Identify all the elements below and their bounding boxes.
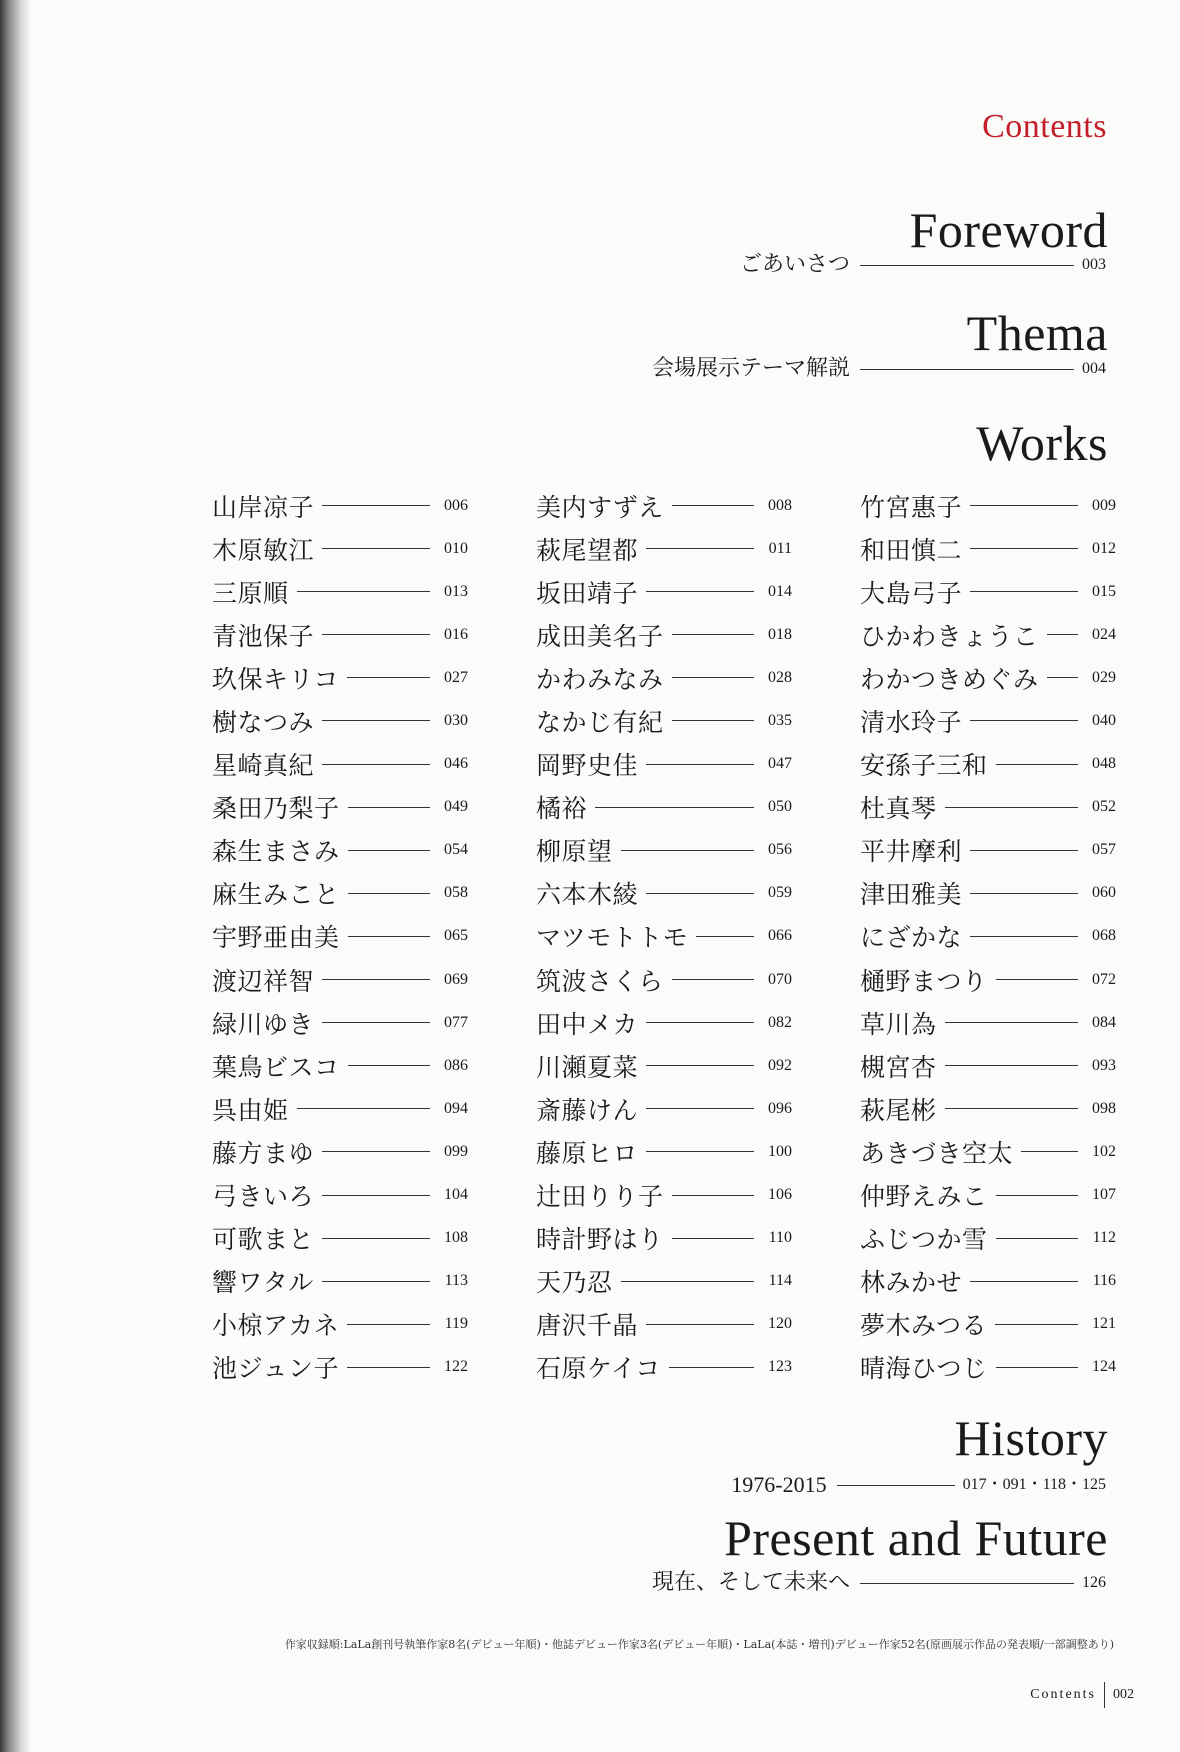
leader-line [996,1195,1078,1196]
page-number: 057 [1092,841,1116,859]
leader-line [945,1022,1078,1023]
leader-line [672,634,754,635]
leader-line [646,1022,754,1023]
leader-line [322,1195,430,1196]
works-item[interactable] [212,1260,468,1303]
foreword-subtitle: ごあいさつ [739,252,850,277]
page-number: 012 [1092,539,1116,557]
artist-name: あきづき空太 [860,1138,1014,1168]
leader-line [970,850,1078,851]
page-number: 065 [444,927,468,945]
artist-name: 玖保キリコ [212,664,340,694]
page-number: 108 [444,1229,468,1247]
artist-name: 樹なつみ [212,707,315,737]
page-number: 107 [1092,1186,1116,1203]
works-item[interactable] [860,1130,1116,1173]
works-item[interactable] [212,1044,468,1087]
leader-line [347,1367,430,1368]
future-heading: Present and Future [724,1510,1108,1566]
works-item[interactable] [536,656,792,699]
leader-line [646,893,754,894]
works-item[interactable] [212,484,468,527]
artist-name: 筑波さくら [536,966,664,996]
works-item[interactable] [860,699,1116,742]
works-item[interactable] [212,829,468,872]
leader-line [646,1108,754,1109]
artist-name: 葉鳥ビスコ [212,1052,340,1082]
leader-line [646,548,754,549]
leader-line [860,369,1074,370]
leader-line [696,936,754,937]
leader-line [646,1324,754,1325]
artist-name: 六本木綾 [536,880,639,910]
artist-name: 美内すずえ [536,492,664,522]
works-item[interactable] [212,743,468,786]
works-item[interactable] [860,1087,1116,1130]
artist-name: 三原順 [212,578,289,608]
leader-line [322,1238,430,1239]
leader-line [945,1108,1078,1109]
page-number: 069 [444,970,468,988]
page-number: 024 [1092,625,1116,643]
page-number: 084 [1092,1013,1116,1031]
artist-name: 柳原望 [536,837,613,867]
works-item[interactable] [212,1130,468,1173]
works-item[interactable] [860,484,1116,527]
works-item[interactable] [212,872,468,915]
leader-line [996,979,1078,980]
artist-name: 杜真琴 [860,794,937,824]
works-item[interactable] [536,829,792,872]
artist-name: 山岸凉子 [212,492,315,522]
works-item[interactable] [536,743,792,786]
leader-line [970,720,1078,721]
works-item[interactable] [860,1001,1116,1044]
artist-name: かわみなみ [536,664,664,694]
works-item[interactable] [212,656,468,699]
page-number: 049 [444,798,468,816]
page-number: 122 [444,1358,468,1376]
page-number: 116 [1092,1272,1116,1290]
page-number: 058 [444,884,468,902]
artist-name: 萩尾彬 [860,1095,937,1125]
page-number: 048 [1092,755,1116,773]
artist-name: 石原ケイコ [536,1354,661,1384]
works-item[interactable] [860,1260,1116,1303]
works-item[interactable] [212,699,468,742]
page-number: 018 [768,625,792,643]
leader-line [970,591,1078,592]
artist-name: 辻田りり子 [536,1182,664,1211]
page-number: 046 [444,755,468,773]
page-number: 120 [768,1315,792,1333]
page-number: 013 [444,582,468,600]
artist-name: 川瀬夏菜 [536,1052,639,1082]
page-number: 030 [444,711,468,729]
artist-name: 樋野まつり [860,966,988,996]
works-item[interactable] [860,1044,1116,1087]
leader-line [595,807,754,808]
page-number: 052 [1092,798,1116,816]
leader-line [860,1583,1074,1584]
works-item[interactable] [860,1174,1116,1217]
artist-name: 時計野はり [536,1225,664,1255]
works-item[interactable] [536,1087,792,1130]
foreword-page-number: 003 [1082,256,1106,273]
leader-line [348,1065,430,1066]
artist-name: 草川為 [860,1009,937,1039]
artist-name: 緑川ゆき [212,1009,315,1039]
artist-name: 麻生みこと [212,880,340,910]
works-item[interactable] [536,484,792,527]
page-number: 121 [1092,1315,1116,1333]
leader-line [672,1238,754,1239]
history-heading: History [954,1410,1108,1466]
thema-heading: Thema [966,305,1108,361]
artist-name: 夢木みつる [860,1311,988,1341]
works-item[interactable] [536,1217,792,1260]
page-number: 093 [1092,1056,1116,1074]
artist-name: 岡野史佳 [536,751,639,781]
works-item[interactable] [536,1260,792,1303]
leader-line [860,265,1074,266]
artist-name: わかつきめぐみ [860,664,1039,694]
page-number: 060 [1092,884,1116,902]
artist-name: 呉由姫 [212,1095,289,1125]
works-item[interactable] [860,1346,1116,1389]
page-number: 094 [444,1099,468,1117]
page-number: 035 [768,711,792,729]
page-number: 014 [768,582,792,600]
artist-name: ひかわきょうこ [860,621,1039,651]
leader-line [646,764,754,765]
works-item[interactable] [212,1087,468,1130]
works-item[interactable] [860,872,1116,915]
page-number: 009 [1092,496,1116,514]
leader-line [837,1485,955,1486]
leader-line [322,548,430,549]
running-footer [1030,1682,1134,1708]
contents-title: Contents [982,108,1107,145]
artist-name: 晴海ひつじ [860,1354,988,1384]
leader-line [297,1108,430,1109]
page-number: 029 [1092,668,1116,686]
leader-line [970,1281,1078,1282]
works-item[interactable] [536,1130,792,1173]
leader-line [322,764,430,765]
page-number: 100 [768,1142,792,1160]
leader-line [646,1151,754,1152]
page-number: 124 [1092,1358,1116,1376]
leader-line [322,1022,430,1023]
works-item[interactable] [212,1174,468,1217]
leader-line [1047,677,1078,678]
works-item[interactable] [860,915,1116,958]
leader-line [348,893,430,894]
artist-name: 唐沢千晶 [536,1311,639,1341]
artist-name: 田中メカ [536,1009,639,1039]
leader-line [669,1367,754,1368]
page-number: 040 [1092,711,1116,729]
leader-line [970,505,1078,506]
works-item[interactable] [212,915,468,958]
leader-line [322,505,430,506]
works-item[interactable] [536,872,792,915]
foreword-heading: Foreword [909,202,1108,258]
works-item[interactable] [860,786,1116,829]
works-item[interactable] [212,1217,468,1260]
leader-line [348,850,430,851]
works-item[interactable] [536,527,792,570]
leader-line [322,1151,430,1152]
works-item[interactable] [536,1346,792,1389]
page-number: 059 [768,884,792,902]
leader-line [348,936,430,937]
future-page-number: 126 [1082,1574,1106,1591]
works-item[interactable] [536,613,792,656]
artist-name: 池ジュン子 [212,1354,340,1384]
leader-line [1021,1151,1078,1152]
artist-name: 林みかせ [860,1268,963,1298]
future-entry[interactable] [652,1572,1106,1594]
leader-line [970,548,1078,549]
works-item[interactable] [860,1217,1116,1260]
works-item[interactable] [860,656,1116,699]
artist-name: 和田慎二 [860,535,963,565]
works-item[interactable] [212,570,468,613]
leader-line [1047,634,1078,635]
page-number: 082 [768,1013,792,1031]
artist-name: 小椋アカネ [212,1311,340,1341]
history-page-numbers: 017・091・118・125 [962,1476,1106,1493]
page-number: 028 [768,668,792,686]
page-number: 113 [444,1272,468,1290]
artist-name: 津田雅美 [860,880,963,910]
artist-name: 渡辺祥智 [212,966,315,996]
history-entry[interactable] [731,1474,1106,1496]
works-item[interactable] [212,1001,468,1044]
thema-entry[interactable] [652,358,1106,380]
footer-page-number: 002 [1113,1687,1134,1702]
leader-line [970,936,1078,937]
artist-name: にざかな [860,923,963,953]
page-number: 010 [444,539,468,557]
page-number: 008 [768,496,792,514]
works-item[interactable] [536,699,792,742]
page-number: 077 [444,1013,468,1031]
leader-line [621,1281,754,1282]
thema-subtitle: 会場展示テーマ解説 [651,356,850,381]
artist-name: 藤方まゆ [212,1138,315,1168]
works-item[interactable] [212,958,468,1001]
artist-name: 橘裕 [536,794,588,824]
page-number: 056 [768,841,792,859]
artist-name: 斎藤けん [536,1095,639,1125]
future-subtitle: 現在、そして未来へ [651,1570,850,1595]
leader-line [646,1065,754,1066]
artist-name: 平井摩利 [860,837,963,867]
works-item[interactable] [536,915,792,958]
page-number: 006 [444,496,468,514]
works-item[interactable] [536,786,792,829]
artist-name: 竹宮惠子 [860,492,963,522]
artist-name: 藤原ヒロ [536,1138,639,1168]
leader-line [322,634,430,635]
works-item[interactable] [860,613,1116,656]
artist-name: 成田美名子 [536,621,664,651]
footer-divider [1104,1682,1105,1708]
ordering-footnote: 作家収録順:LaLa創刊号執筆作家8名(デビュー年順)・他誌デビュー作家3名(デビュー年順)・LaLa(本誌・増刊)デビュー作家52名(原画展示作品の発表順/一部調整あり) [284,1638,1114,1651]
artist-name: 星崎真紀 [212,751,315,781]
leader-line [347,677,430,678]
works-item[interactable] [536,1174,792,1217]
artist-name: 弓きいろ [212,1182,315,1211]
leader-line [672,720,754,721]
artist-name: 桑田乃梨子 [212,794,340,824]
page-number: 123 [768,1358,792,1376]
thema-page-number: 004 [1082,360,1106,377]
works-heading: Works [976,415,1108,471]
artist-name: 響ワタル [212,1268,314,1298]
leader-line [297,591,430,592]
page-number: 092 [768,1056,792,1074]
page-number: 119 [444,1315,468,1333]
leader-line [996,1367,1078,1368]
artist-name: 安孫子三和 [860,751,988,781]
page-number: 068 [1092,927,1116,945]
artist-name: ふじつか雪 [860,1225,988,1255]
leader-line [995,1324,1078,1325]
works-item[interactable] [536,1303,792,1346]
works-item[interactable] [212,1346,468,1389]
footer-label: Contents [1030,1687,1096,1702]
page-number: 015 [1092,582,1116,600]
artist-name: 大島弓子 [860,578,963,608]
leader-line [322,720,430,721]
leader-line [322,979,430,980]
leader-line [672,505,754,506]
leader-line [945,1065,1078,1066]
page-number: 054 [444,841,468,859]
works-item[interactable] [860,527,1116,570]
leader-line [348,807,430,808]
page-number: 110 [768,1229,792,1247]
artist-name: 萩尾望都 [536,535,639,565]
artist-name: 木原敏江 [212,535,315,565]
page-number: 016 [444,625,468,643]
page-number: 066 [768,927,792,945]
page-number: 104 [444,1186,468,1203]
leader-line [322,1281,430,1282]
page-number: 027 [444,668,468,686]
works-item[interactable] [536,1044,792,1087]
works-item[interactable] [212,786,468,829]
page-number: 072 [1092,970,1116,988]
history-subtitle: 1976-2015 [731,1472,827,1497]
leader-line [646,591,754,592]
page-number: 098 [1092,1099,1116,1117]
page-number: 070 [768,970,792,988]
page-number: 050 [768,798,792,816]
works-item[interactable] [212,613,468,656]
leader-line [621,850,754,851]
artist-name: なかじ有紀 [536,707,664,737]
leader-line [672,1195,754,1196]
works-item[interactable] [212,1303,468,1346]
artist-name: 宇野亜由美 [212,923,340,953]
page-number: 096 [768,1099,792,1117]
artist-name: 坂田靖子 [536,578,639,608]
page-number: 099 [444,1142,468,1160]
leader-line [996,764,1078,765]
foreword-entry[interactable] [740,254,1106,276]
page-number: 102 [1092,1142,1116,1160]
artist-name: 青池保子 [212,621,315,651]
works-item[interactable] [860,829,1116,872]
artist-name: 槻宮杏 [860,1052,937,1082]
page-number: 112 [1092,1229,1116,1247]
page-number: 086 [444,1056,468,1074]
works-item[interactable] [860,958,1116,1001]
works-item[interactable] [536,958,792,1001]
page-number: 047 [768,755,792,773]
artist-name: 仲野えみこ [860,1182,988,1211]
works-item[interactable] [536,570,792,613]
leader-line [945,807,1078,808]
artist-name: マツモトトモ [536,923,689,953]
artist-name: 可歌まと [212,1225,315,1255]
page-number: 114 [768,1272,792,1290]
leader-line [672,677,754,678]
leader-line [996,1238,1078,1239]
page-number: 106 [768,1186,792,1203]
leader-line [970,893,1078,894]
works-list [212,484,1152,1389]
artist-name: 天乃忍 [536,1268,613,1298]
leader-line [672,979,754,980]
artist-name: 森生まさみ [212,837,340,867]
works-item[interactable] [860,743,1116,786]
leader-line [347,1324,430,1325]
works-item[interactable] [536,1001,792,1044]
page-number: 011 [768,539,792,557]
works-item[interactable] [212,527,468,570]
works-item[interactable] [860,570,1116,613]
works-item[interactable] [860,1303,1116,1346]
artist-name: 清水玲子 [860,707,963,737]
